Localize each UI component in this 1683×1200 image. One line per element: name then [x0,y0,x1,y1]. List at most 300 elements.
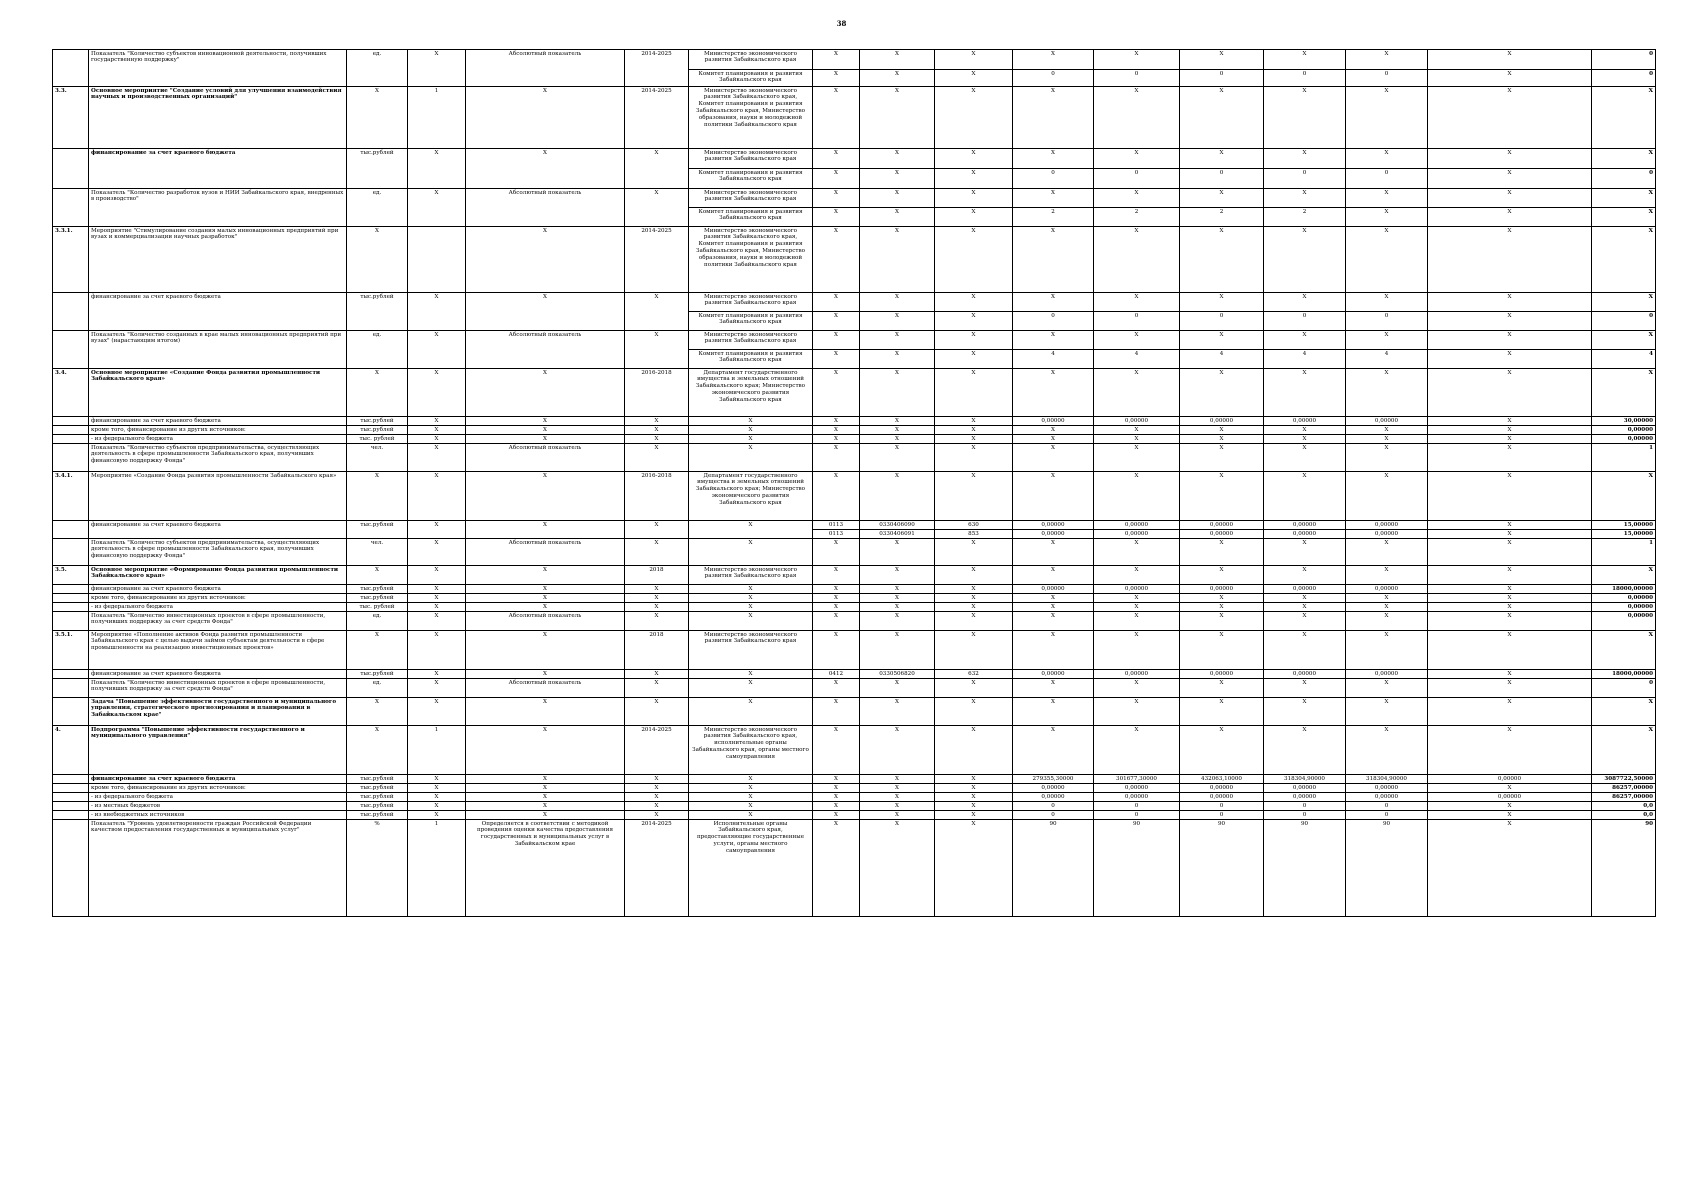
table-cell: X [466,811,625,820]
table-cell: X [1264,189,1346,208]
table-cell: X [1592,331,1656,350]
table-cell: X [1592,631,1656,670]
table-cell: 0113 [813,530,860,539]
table-cell: X [1346,331,1428,350]
table-cell: X [860,726,935,775]
table-cell: 2 [1094,208,1180,227]
table-cell: 0,00000 [1094,530,1180,539]
table-cell: 0 [1094,169,1180,189]
table-cell: X [1428,50,1592,70]
table-cell: 0,00000 [1264,530,1346,539]
table-cell: 0,00000 [1180,784,1264,793]
table-cell: X [1428,149,1592,169]
table-cell: X [860,435,935,444]
table-cell: X [1346,208,1428,227]
table-cell: Абсолютный показатель [466,189,625,227]
table-cell: X [1428,426,1592,435]
table-row [53,802,1656,811]
table-row [53,585,1656,594]
table-cell: 1 [408,87,466,149]
table-cell: X [689,521,813,539]
table-cell: X [466,426,625,435]
table-cell [53,802,89,811]
table-cell: 0,00000 [1013,530,1094,539]
table-cell: 0 [1264,70,1346,87]
table-cell: X [1592,87,1656,149]
table-cell: X [625,521,689,539]
program-table-body [53,50,1656,917]
table-cell: X [935,802,1013,811]
table-cell: X [1346,603,1428,612]
table-cell: X [935,70,1013,87]
table-cell: 0,00000 [1346,670,1428,679]
table-cell: X [1094,698,1180,726]
table-cell: 90 [1264,820,1346,917]
table-cell: Показатель "Количество инвестиционных проектов в сфере промышленности, получивших поддержку за счет средств Фонда" [89,612,347,631]
table-cell: 1 [408,726,466,775]
table-cell: X [935,775,1013,784]
table-cell: X [408,189,466,227]
table-cell: X [813,293,860,312]
table-cell: X [1013,435,1094,444]
table-cell: 0,00000 [1592,435,1656,444]
table-cell: X [1428,227,1592,293]
table-cell: 1 [1592,444,1656,472]
table-cell: X [1094,472,1180,521]
table-cell: X [813,331,860,350]
table-cell: X [347,369,408,417]
table-cell: X [1094,594,1180,603]
table-cell: 0,00000 [1264,585,1346,594]
table-cell: - из федерального бюджета [89,793,347,802]
table-cell: X [689,784,813,793]
table-cell: X [625,149,689,189]
table-cell: X [466,87,625,149]
table-cell: X [466,585,625,594]
table-cell: X [860,585,935,594]
table-cell: X [935,169,1013,189]
table-cell: 0,00000 [1013,670,1094,679]
table-cell: X [1428,350,1592,369]
table-cell: 3.5. [53,566,89,585]
table-cell: X [1428,612,1592,631]
table-cell: - из внебюджетных источников [89,811,347,820]
table-cell: 0,00000 [1094,417,1180,426]
table-cell: 4 [1180,350,1264,369]
table-cell: тыс.рублей [347,417,408,426]
table-cell: X [1592,293,1656,312]
table-cell: X [1346,444,1428,472]
table-cell: X [1013,87,1094,149]
table-cell: 0 [1592,50,1656,70]
table-cell: тыс.рублей [347,149,408,189]
table-cell: 18000,00000 [1592,585,1656,594]
table-cell: X [625,594,689,603]
table-cell: X [625,444,689,472]
table-row [53,631,1656,670]
table-cell: 0,00000 [1180,530,1264,539]
table-cell: X [408,585,466,594]
table-cell: 2014-2025 [625,50,689,87]
table-cell: X [935,369,1013,417]
table-cell [53,594,89,603]
table-row [53,679,1656,698]
table-cell: X [1264,149,1346,169]
table-cell: 0,00000 [1180,585,1264,594]
table-cell: X [935,612,1013,631]
table-cell: X [860,331,935,350]
table-cell: X [860,775,935,784]
table-cell: X [813,417,860,426]
table-cell: тыс.рублей [347,784,408,793]
table-cell: X [1180,293,1264,312]
table-cell: 3.4.1. [53,472,89,521]
table-cell: X [1346,50,1428,70]
table-cell: 0 [1013,169,1094,189]
table-cell: 90 [1180,820,1264,917]
table-cell: X [1094,50,1180,70]
table-cell: X [1346,369,1428,417]
table-cell: X [1013,444,1094,472]
table-cell: X [1094,227,1180,293]
table-cell: X [935,208,1013,227]
table-cell: X [1428,444,1592,472]
table-cell: X [1180,149,1264,169]
table-cell: 0 [1346,811,1428,820]
table-cell: X [1346,293,1428,312]
table-cell: 18000,00000 [1592,670,1656,679]
table-cell [53,444,89,472]
table-cell: X [813,726,860,775]
table-cell: X [935,679,1013,698]
table-cell: X [813,472,860,521]
table-row [53,444,1656,472]
table-cell: 0,00000 [1264,793,1346,802]
table-cell: 0,00000 [1180,670,1264,679]
table-cell: 0,00000 [1592,612,1656,631]
table-cell [53,149,89,189]
table-cell: Задача "Повышение эффективности государственного и муниципального управления, стратегического прогнозирования и планирования в Забайкальском крае" [89,698,347,726]
table-cell: X [408,293,466,331]
table-cell: X [408,566,466,585]
table-cell: 3.3.1. [53,227,89,293]
table-cell: Абсолютный показатель [466,612,625,631]
table-cell: X [466,472,625,521]
table-cell: 0,0 [1592,802,1656,811]
table-cell: 0113 [813,521,860,530]
table-row [53,726,1656,775]
table-cell: 3.3. [53,87,89,149]
table-cell: X [813,208,860,227]
table-cell: - из местных бюджетов [89,802,347,811]
table-cell: X [408,670,466,679]
table-cell: X [1428,293,1592,312]
table-cell: X [1094,435,1180,444]
table-cell: X [1592,566,1656,585]
table-cell: X [1428,169,1592,189]
table-cell: X [408,426,466,435]
table-cell: X [408,521,466,539]
table-cell: X [813,679,860,698]
table-cell: X [625,802,689,811]
table-cell: 0 [1180,70,1264,87]
table-cell: 0 [1264,802,1346,811]
table-cell: X [813,369,860,417]
table-row [53,521,1656,530]
table-cell: X [1428,594,1592,603]
table-cell: % [347,820,408,917]
table-cell: X [1094,87,1180,149]
table-cell: тыс.рублей [347,293,408,331]
table-row [53,539,1656,566]
table-cell: X [1094,444,1180,472]
table-cell: Абсолютный показатель [466,679,625,698]
table-cell: X [935,726,1013,775]
table-cell: X [689,417,813,426]
table-row [53,426,1656,435]
table-cell: Подпрограмма "Повышение эффективности государственного и муниципального управления" [89,726,347,775]
table-cell [53,603,89,612]
table-cell: 0,00000 [1094,793,1180,802]
table-cell: 432063,10000 [1180,775,1264,784]
table-cell: X [1180,603,1264,612]
table-cell: X [860,444,935,472]
table-cell: ед. [347,679,408,698]
table-cell: X [935,312,1013,331]
table-cell: X [689,435,813,444]
table-cell: X [625,293,689,331]
table-cell: X [813,784,860,793]
table-cell: Министерство экономического развития Забайкальского края [689,50,813,70]
table-cell: X [625,698,689,726]
table-row [53,50,1656,70]
table-cell: X [408,775,466,784]
table-cell: X [689,585,813,594]
table-cell: финансирование за счет краевого бюджета [89,521,347,539]
table-cell: X [1094,612,1180,631]
table-cell: Министерство экономического развития Забайкальского края [689,189,813,208]
table-cell: 0,00000 [1346,530,1428,539]
table-cell: тыс.рублей [347,521,408,539]
table-cell: X [466,293,625,331]
table-cell: X [689,612,813,631]
table-cell [53,521,89,539]
table-cell: 4 [1013,350,1094,369]
table-cell: X [935,293,1013,312]
table-cell: X [689,775,813,784]
table-cell: X [689,679,813,698]
table-cell: X [860,369,935,417]
table-cell: X [625,784,689,793]
table-cell: 0,00000 [1013,793,1094,802]
table-cell: X [813,350,860,369]
table-cell: 0 [1094,802,1180,811]
table-cell: 0,0 [1592,811,1656,820]
table-cell: ед. [347,189,408,227]
table-row [53,670,1656,679]
table-cell: тыс.рублей [347,594,408,603]
table-cell: X [466,698,625,726]
table-cell: X [1428,631,1592,670]
table-cell: X [1180,227,1264,293]
table-cell: X [1013,612,1094,631]
table-row [53,698,1656,726]
table-cell: кроме того, финансирование из других источников: [89,594,347,603]
table-row [53,369,1656,417]
table-cell: X [347,698,408,726]
table-cell: X [813,594,860,603]
table-cell: 0 [1013,70,1094,87]
table-cell: X [1013,227,1094,293]
table-row [53,603,1656,612]
table-cell: 0,00000 [1180,417,1264,426]
table-cell: Показатель "Количество субъектов предпринимательства, осуществляющих деятельность в сфере промышленности Забайкальского края, получивших финансовую поддержку Фонда" [89,444,347,472]
table-cell: Министерство экономического развития Забайкальского края, Комитет планирования и развития Забайкальского края, Министерство образования, науки и молодежной политики Забайкальского края [689,227,813,293]
table-cell: X [860,312,935,331]
table-cell: 0 [1013,802,1094,811]
table-cell: Комитет планирования и развития Забайкальского края [689,350,813,369]
table-cell: 4 [1592,350,1656,369]
table-cell: X [813,631,860,670]
table-cell [408,227,466,293]
table-cell: X [1592,726,1656,775]
table-cell: X [813,793,860,802]
table-cell: 0,00000 [1346,793,1428,802]
table-cell: X [1094,189,1180,208]
table-cell: X [408,444,466,472]
table-cell: ед. [347,50,408,87]
table-cell: 0,00000 [1180,793,1264,802]
table-cell: X [1428,521,1592,530]
table-cell: тыс.рублей [347,811,408,820]
table-cell: X [1428,670,1592,679]
table-cell: X [860,169,935,189]
table-cell: X [408,539,466,566]
table-cell: X [1013,331,1094,350]
table-cell: X [1592,369,1656,417]
table-cell: X [1094,726,1180,775]
table-cell: 0,00000 [1346,784,1428,793]
table-cell: 4. [53,726,89,775]
table-cell: Министерство экономического развития Забайкальского края [689,149,813,169]
table-cell: X [1346,679,1428,698]
table-cell: Министерство экономического развития Забайкальского края [689,331,813,350]
table-cell: X [1428,585,1592,594]
table-cell: X [1428,530,1592,539]
table-cell: Основное мероприятие «Создание Фонда развития промышленности Забайкальского края» [89,369,347,417]
table-cell: 2014-2025 [625,726,689,775]
table-cell: X [860,698,935,726]
table-cell: X [1013,594,1094,603]
table-cell: 0,00000 [1094,784,1180,793]
table-cell: X [466,149,625,189]
table-cell: X [625,612,689,631]
table-cell: X [860,594,935,603]
table-cell: X [1094,149,1180,169]
table-cell: X [466,435,625,444]
table-cell: X [1428,726,1592,775]
table-cell: 0 [1346,169,1428,189]
table-cell: X [1346,426,1428,435]
table-cell: тыс. рублей [347,435,408,444]
table-cell: X [408,472,466,521]
table-cell: X [625,793,689,802]
table-cell: Мероприятие "Стимулирование создания малых инновационных предприятий при вузах и коммерциализации научных разработок" [89,227,347,293]
table-cell [53,331,89,369]
table-cell: X [408,698,466,726]
table-cell: X [935,350,1013,369]
table-cell: X [1592,189,1656,208]
table-cell: X [935,444,1013,472]
table-cell: Абсолютный показатель [466,50,625,87]
table-cell: X [1428,802,1592,811]
table-cell: X [1013,472,1094,521]
table-cell: Показатель "Количество разработок вузов и НИИ Забайкальского края, внедренных в производство" [89,189,347,227]
table-cell: 853 [935,530,1013,539]
table-cell: 0 [1592,70,1656,87]
table-cell: X [1013,566,1094,585]
table-cell [53,426,89,435]
table-cell: X [935,631,1013,670]
table-cell: X [1428,435,1592,444]
table-cell: X [813,435,860,444]
table-cell: X [466,369,625,417]
table-cell: X [1180,444,1264,472]
table-cell: Министерство экономического развития Забайкальского края [689,293,813,312]
table-cell: X [1180,698,1264,726]
table-row [53,612,1656,631]
table-cell [53,435,89,444]
table-cell: 0 [1346,312,1428,331]
table-cell: X [860,820,935,917]
table-cell: 0 [1013,312,1094,331]
table-cell: X [689,603,813,612]
table-cell: X [1180,679,1264,698]
table-cell: X [935,472,1013,521]
table-cell: X [1264,566,1346,585]
table-cell: ед. [347,612,408,631]
table-cell: Показатель "Количество созданных в крае малых инновационных предприятий при вузах" (нарастающим итогом) [89,331,347,369]
table-cell: X [408,811,466,820]
table-cell: X [1428,566,1592,585]
table-cell: X [1346,149,1428,169]
table-cell: X [1013,293,1094,312]
table-cell: X [935,594,1013,603]
table-cell: 2 [1264,208,1346,227]
table-cell: X [1180,539,1264,566]
table-cell: 4 [1094,350,1180,369]
table-cell: 0,00000 [1592,603,1656,612]
table-cell [53,189,89,227]
table-cell: X [1264,472,1346,521]
table-cell: X [466,603,625,612]
table-cell: 4 [1264,350,1346,369]
table-cell: X [1428,70,1592,87]
table-cell: X [860,679,935,698]
table-row [53,784,1656,793]
table-cell: X [1346,631,1428,670]
table-row [53,87,1656,149]
table-cell [53,820,89,917]
table-cell: X [813,820,860,917]
table-row [53,293,1656,312]
table-cell: 0 [1264,169,1346,189]
table-cell: X [1264,50,1346,70]
table-cell: X [935,820,1013,917]
table-cell: X [625,775,689,784]
table-cell: X [408,149,466,189]
table-cell: 15,00000 [1592,530,1656,539]
